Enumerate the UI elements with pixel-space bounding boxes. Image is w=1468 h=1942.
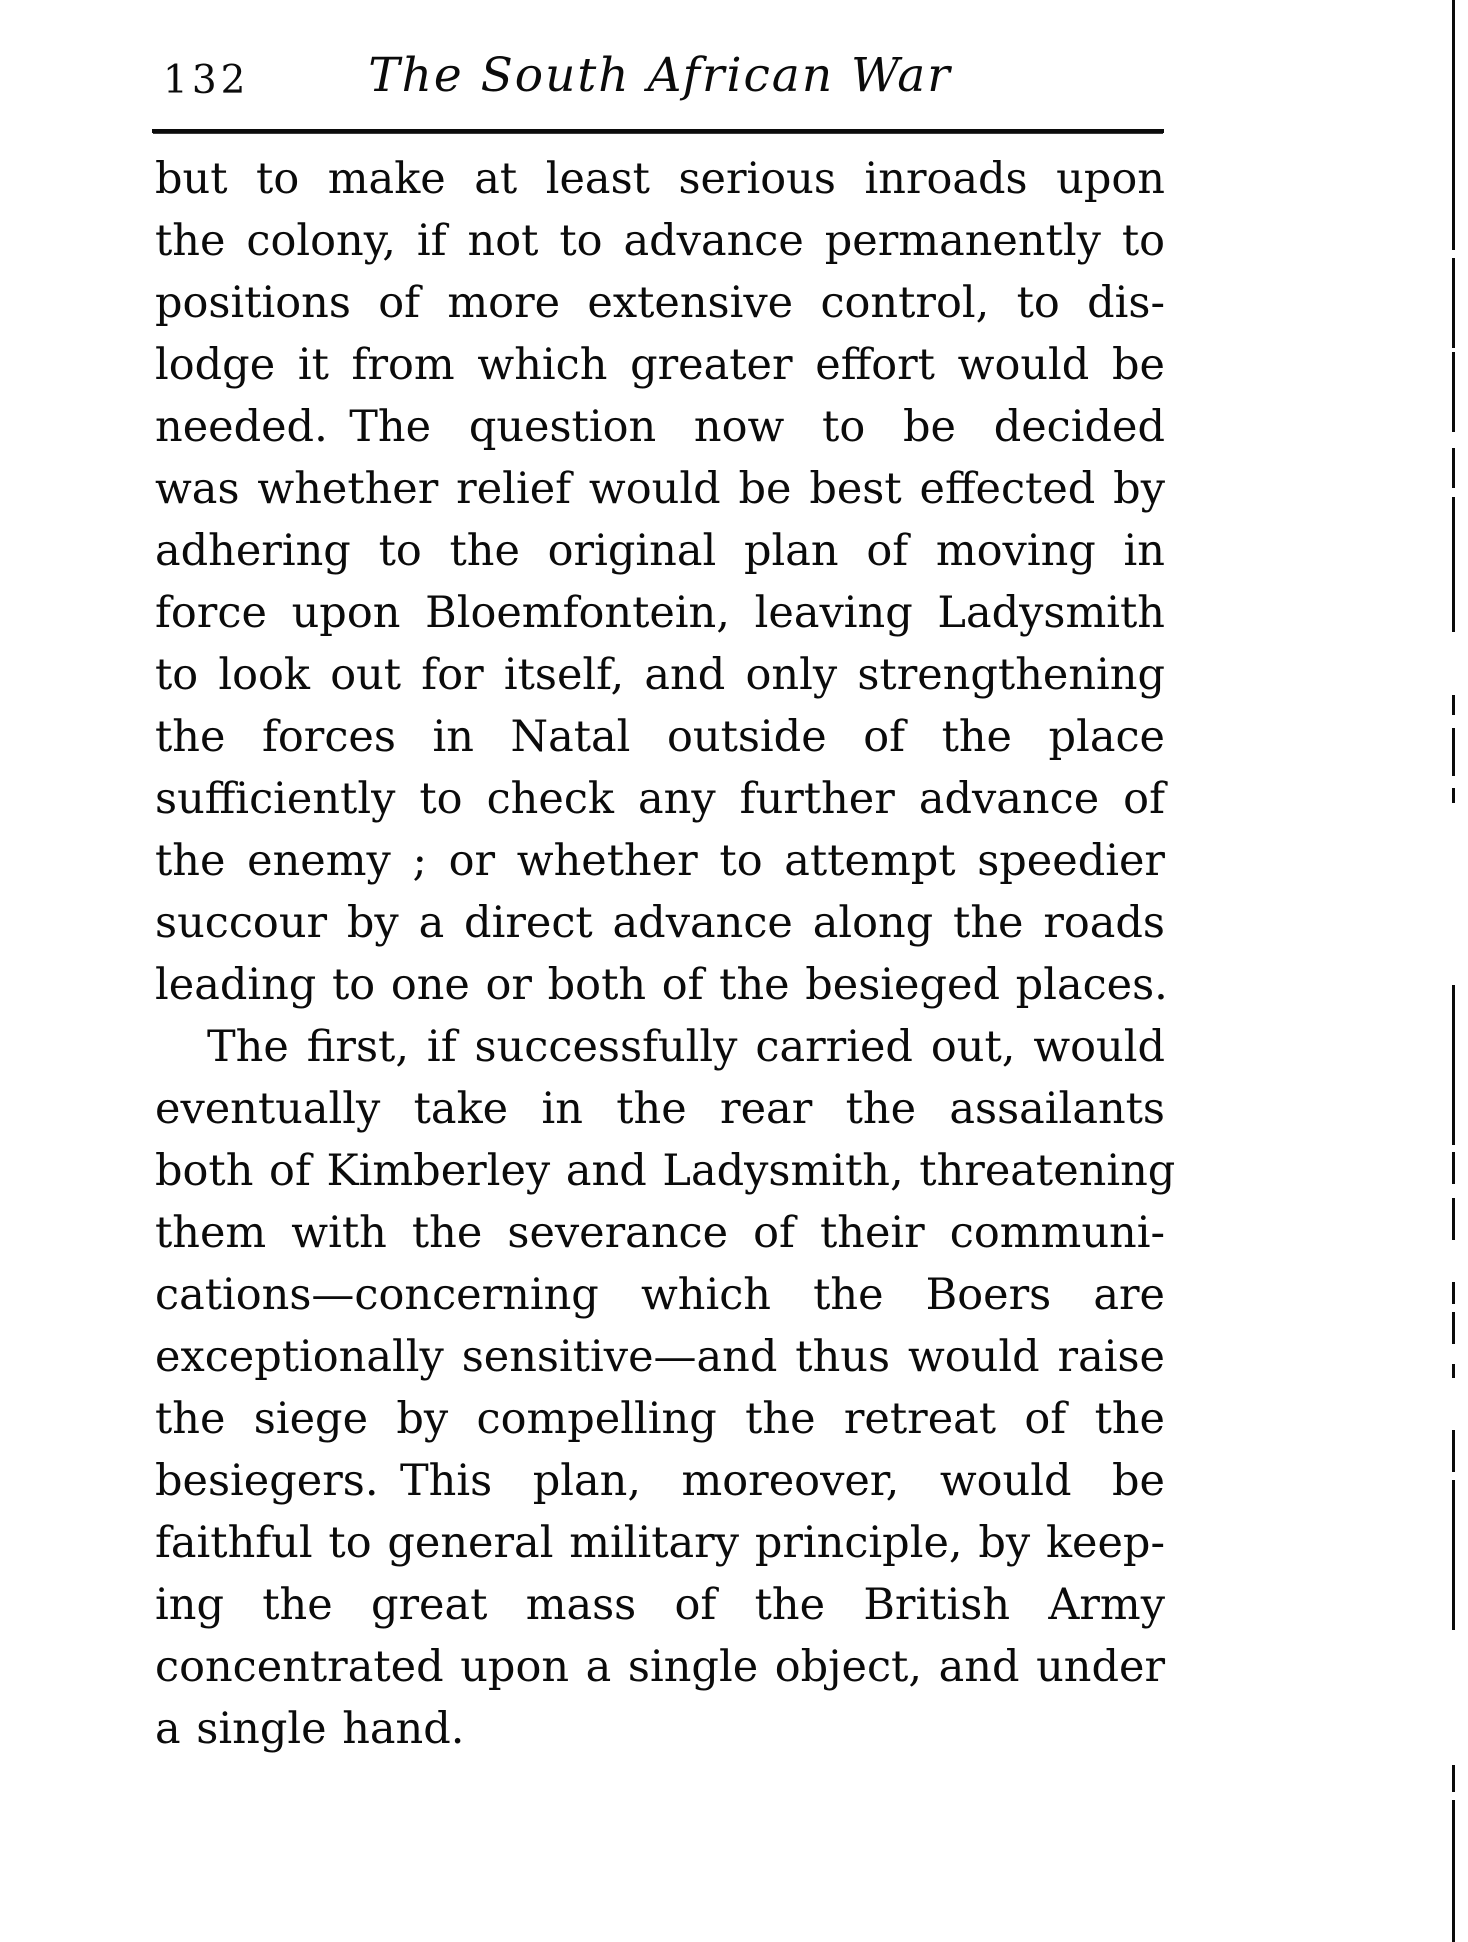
text-line: besiegers. This plan, moreover, would be — [155, 1456, 1165, 1506]
scan-edge-segment — [1452, 985, 1455, 1145]
body-text — [155, 148, 1176, 1760]
scan-edge-segment — [1452, 352, 1455, 432]
text-line: both of Kimberley and Ladysmith, threatening — [155, 1146, 1176, 1196]
scan-edge-segment — [1452, 1312, 1455, 1344]
scan-edge-segment — [1452, 695, 1455, 715]
header-rule — [152, 129, 1164, 133]
scan-edge-segment — [1452, 448, 1455, 488]
text-line: adhering to the original plan of moving in — [155, 526, 1165, 576]
scan-edge-segment — [1452, 1198, 1455, 1240]
scan-edge-segment — [1452, 0, 1455, 250]
scan-edge-segment — [1452, 1480, 1455, 1630]
text-line: leading to one or both of the besieged places. — [155, 960, 1168, 1010]
text-line: force upon Bloemfontein, leaving Ladysmith — [155, 588, 1165, 638]
text-line: succour by a direct advance along the roads — [155, 898, 1165, 948]
text-line: needed. The question now to be decided — [155, 402, 1165, 452]
text-line: a single hand. — [155, 1704, 465, 1754]
text-line: the colony, if not to advance permanently to — [155, 216, 1165, 266]
scan-edge-segment — [1452, 497, 1455, 632]
text-line: exceptionally sensitive—and thus would raise — [155, 1332, 1165, 1382]
page-number: 132 — [163, 58, 250, 103]
text-line: sufficiently to check any further advance of — [155, 774, 1165, 824]
text-line: the siege by compelling the retreat of the — [155, 1394, 1165, 1444]
text-line: was whether relief would be best effected by — [155, 464, 1165, 514]
text-line: them with the severance of their communi- — [155, 1208, 1165, 1258]
text-line: cations—concerning which the Boers are — [155, 1270, 1165, 1320]
scan-edge-segment — [1452, 1800, 1455, 1942]
scan-edge-segment — [1452, 1765, 1455, 1792]
scan-edge-segment — [1452, 1152, 1455, 1184]
text-line: faithful to general military principle, by keep- — [155, 1518, 1165, 1568]
text-line: the enemy ; or whether to attempt speedier — [155, 836, 1165, 886]
text-line: lodge it from which greater effort would be — [155, 340, 1165, 390]
scan-edge-segment — [1452, 1430, 1455, 1472]
text-line: concentrated upon a single object, and under — [155, 1642, 1165, 1692]
running-title: The South African War — [368, 48, 952, 103]
text-line: positions of more extensive control, to dis- — [155, 278, 1165, 328]
text-line: ing the great mass of the British Army — [155, 1580, 1165, 1630]
page-header — [155, 48, 1165, 104]
scan-edge-segment — [1452, 788, 1455, 803]
text-line: The first, if successfully carried out, would — [207, 1022, 1165, 1072]
scan-edge-segment — [1452, 1282, 1455, 1304]
text-line: but to make at least serious inroads upon — [155, 154, 1165, 204]
scan-edge-segment — [1452, 258, 1455, 348]
text-line: the forces in Natal outside of the place — [155, 712, 1165, 762]
text-line: to look out for itself, and only strengthening — [155, 650, 1165, 700]
scan-edge-segment — [1452, 1364, 1455, 1378]
scan-edge-segment — [1452, 728, 1455, 776]
text-line: eventually take in the rear the assailants — [155, 1084, 1165, 1134]
